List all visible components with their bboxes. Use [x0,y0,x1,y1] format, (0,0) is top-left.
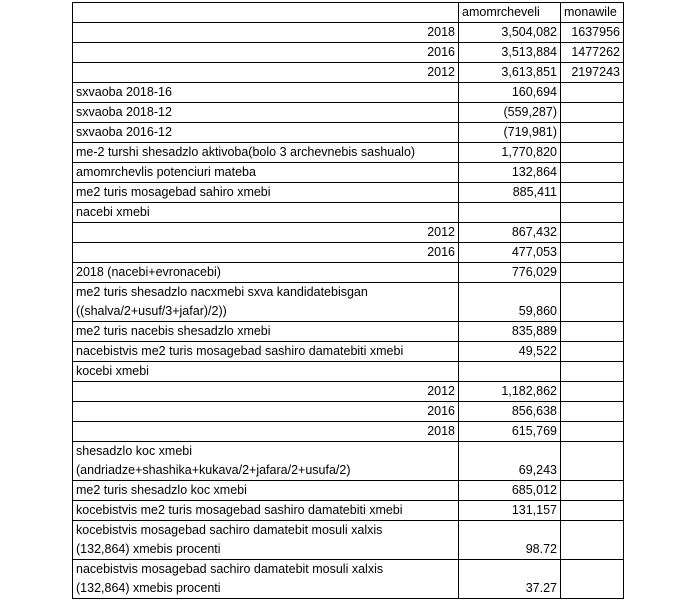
value-cell[interactable]: 477,053 [459,243,561,263]
empty-cell[interactable] [561,283,624,322]
label-cell[interactable]: sxvaoba 2018-16 [73,83,459,103]
table-row [73,183,624,203]
year-cell[interactable]: 2018 [73,422,459,442]
header-cell-amomrcheveli[interactable]: amomrcheveli [459,3,561,23]
label-cell[interactable]: sxvaoba 2016-12 [73,123,459,143]
section-title-row [73,362,624,382]
empty-cell[interactable] [561,322,624,342]
header-row [73,3,624,23]
table-row [73,163,624,183]
empty-cell[interactable] [561,263,624,283]
value-cell[interactable]: 131,157 [459,501,561,521]
value-cell[interactable]: 685,012 [459,481,561,501]
label-cell[interactable] [73,442,459,481]
empty-cell[interactable] [561,342,624,362]
empty-cell[interactable] [459,362,561,382]
year-cell[interactable]: 2016 [73,243,459,263]
empty-cell[interactable] [561,163,624,183]
table-row [73,43,624,63]
empty-cell[interactable] [561,481,624,501]
table-row [73,442,624,481]
value-cell[interactable]: 132,864 [459,163,561,183]
value-cell[interactable]: 160,694 [459,83,561,103]
label-line-2: (132,864) xmebis procenti [76,581,221,595]
kocebi-title-cell[interactable]: kocebi xmebi [73,362,459,382]
empty-cell[interactable] [561,203,624,223]
empty-cell[interactable] [561,83,624,103]
table-row [73,501,624,521]
table-row [73,560,624,599]
extra-cell[interactable]: 2197243 [561,63,624,83]
year-cell[interactable]: 2018 [73,23,459,43]
label-line-2: ((shalva/2+usuf/3+jafar)/2)) [76,304,227,318]
table-row [73,283,624,322]
value-cell[interactable]: (719,981) [459,123,561,143]
header-cell-1[interactable] [73,3,459,23]
label-line-1: me2 turis shesadzlo nacxmebi sxva kandidatebisgan [76,285,368,299]
year-cell[interactable]: 2012 [73,382,459,402]
empty-cell[interactable] [561,560,624,599]
table-row [73,63,624,83]
value-cell[interactable]: 856,638 [459,402,561,422]
empty-cell[interactable] [561,103,624,123]
year-cell[interactable]: 2016 [73,402,459,422]
year-cell[interactable]: 2012 [73,223,459,243]
empty-cell[interactable] [561,243,624,263]
label-cell[interactable]: amomrchevlis potenciuri mateba [73,163,459,183]
label-cell[interactable]: nacebistvis me2 turis mosagebad sashiro damatebiti xmebi [73,342,459,362]
label-cell[interactable] [73,521,459,560]
value-cell[interactable]: 3,513,884 [459,43,561,63]
table-row [73,83,624,103]
value-cell[interactable]: (559,287) [459,103,561,123]
value-cell[interactable]: 3,504,082 [459,23,561,43]
table-row [73,342,624,362]
value-cell[interactable]: 98.72 [459,521,561,560]
label-cell[interactable]: me2 turis nacebis shesadzlo xmebi [73,322,459,342]
value-cell[interactable]: 835,889 [459,322,561,342]
table-row [73,143,624,163]
label-line-2: (andriadze+shashika+kukava/2+jafara/2+usufa/2) [76,463,351,477]
label-line-1: kocebistvis mosagebad sachiro damatebit mosuli xalxis [76,523,383,537]
value-cell[interactable]: 59,860 [459,283,561,322]
label-cell[interactable]: 2018 (nacebi+evronacebi) [73,263,459,283]
label-line-1: nacebistvis mosagebad sachiro damatebit mosuli xalxis [76,562,384,576]
empty-cell[interactable] [561,223,624,243]
table-row [73,382,624,402]
header-cell-monawile[interactable]: monawile [561,3,624,23]
table-row [73,422,624,442]
spreadsheet-table [72,2,624,599]
empty-cell[interactable] [561,521,624,560]
label-line-2: (132,864) xmebis procenti [76,542,221,556]
empty-cell[interactable] [561,143,624,163]
table-row [73,23,624,43]
empty-cell[interactable] [459,203,561,223]
label-cell[interactable]: sxvaoba 2018-12 [73,103,459,123]
empty-cell[interactable] [561,402,624,422]
extra-cell[interactable]: 1477262 [561,43,624,63]
table-row [73,263,624,283]
empty-cell[interactable] [561,501,624,521]
empty-cell[interactable] [561,382,624,402]
label-cell[interactable]: me2 turis mosagebad sahiro xmebi [73,183,459,203]
value-cell[interactable]: 1,182,862 [459,382,561,402]
table-row [73,123,624,143]
label-cell[interactable] [73,560,459,599]
label-cell[interactable] [73,283,459,322]
year-cell[interactable]: 2012 [73,63,459,83]
table-row [73,243,624,263]
value-cell[interactable]: 776,029 [459,263,561,283]
label-cell[interactable]: me2 turis shesadzlo koc xmebi [73,481,459,501]
value-cell[interactable]: 885,411 [459,183,561,203]
value-cell[interactable]: 867,432 [459,223,561,243]
table-row [73,223,624,243]
table-row [73,103,624,123]
value-cell[interactable]: 37.27 [459,560,561,599]
table-row [73,402,624,422]
label-cell[interactable]: me-2 turshi shesadzlo aktivoba(bolo 3 archevnebis sashualo) [73,143,459,163]
value-cell[interactable]: 49,522 [459,342,561,362]
label-cell[interactable]: kocebistvis me2 turis mosagebad sashiro damatebiti xmebi [73,501,459,521]
extra-cell[interactable]: 1637956 [561,23,624,43]
label-line-1: shesadzlo koc xmebi [76,444,193,458]
table-row [73,322,624,342]
empty-cell[interactable] [561,183,624,203]
section-title-row [73,203,624,223]
empty-cell[interactable] [561,422,624,442]
empty-cell[interactable] [561,442,624,481]
empty-cell[interactable] [561,362,624,382]
nacebi-title-cell[interactable]: nacebi xmebi [73,203,459,223]
value-cell[interactable]: 615,769 [459,422,561,442]
empty-cell[interactable] [561,123,624,143]
value-cell[interactable]: 1,770,820 [459,143,561,163]
table-row [73,481,624,501]
table-row [73,521,624,560]
value-cell[interactable]: 69,243 [459,442,561,481]
year-cell[interactable]: 2016 [73,43,459,63]
value-cell[interactable]: 3,613,851 [459,63,561,83]
